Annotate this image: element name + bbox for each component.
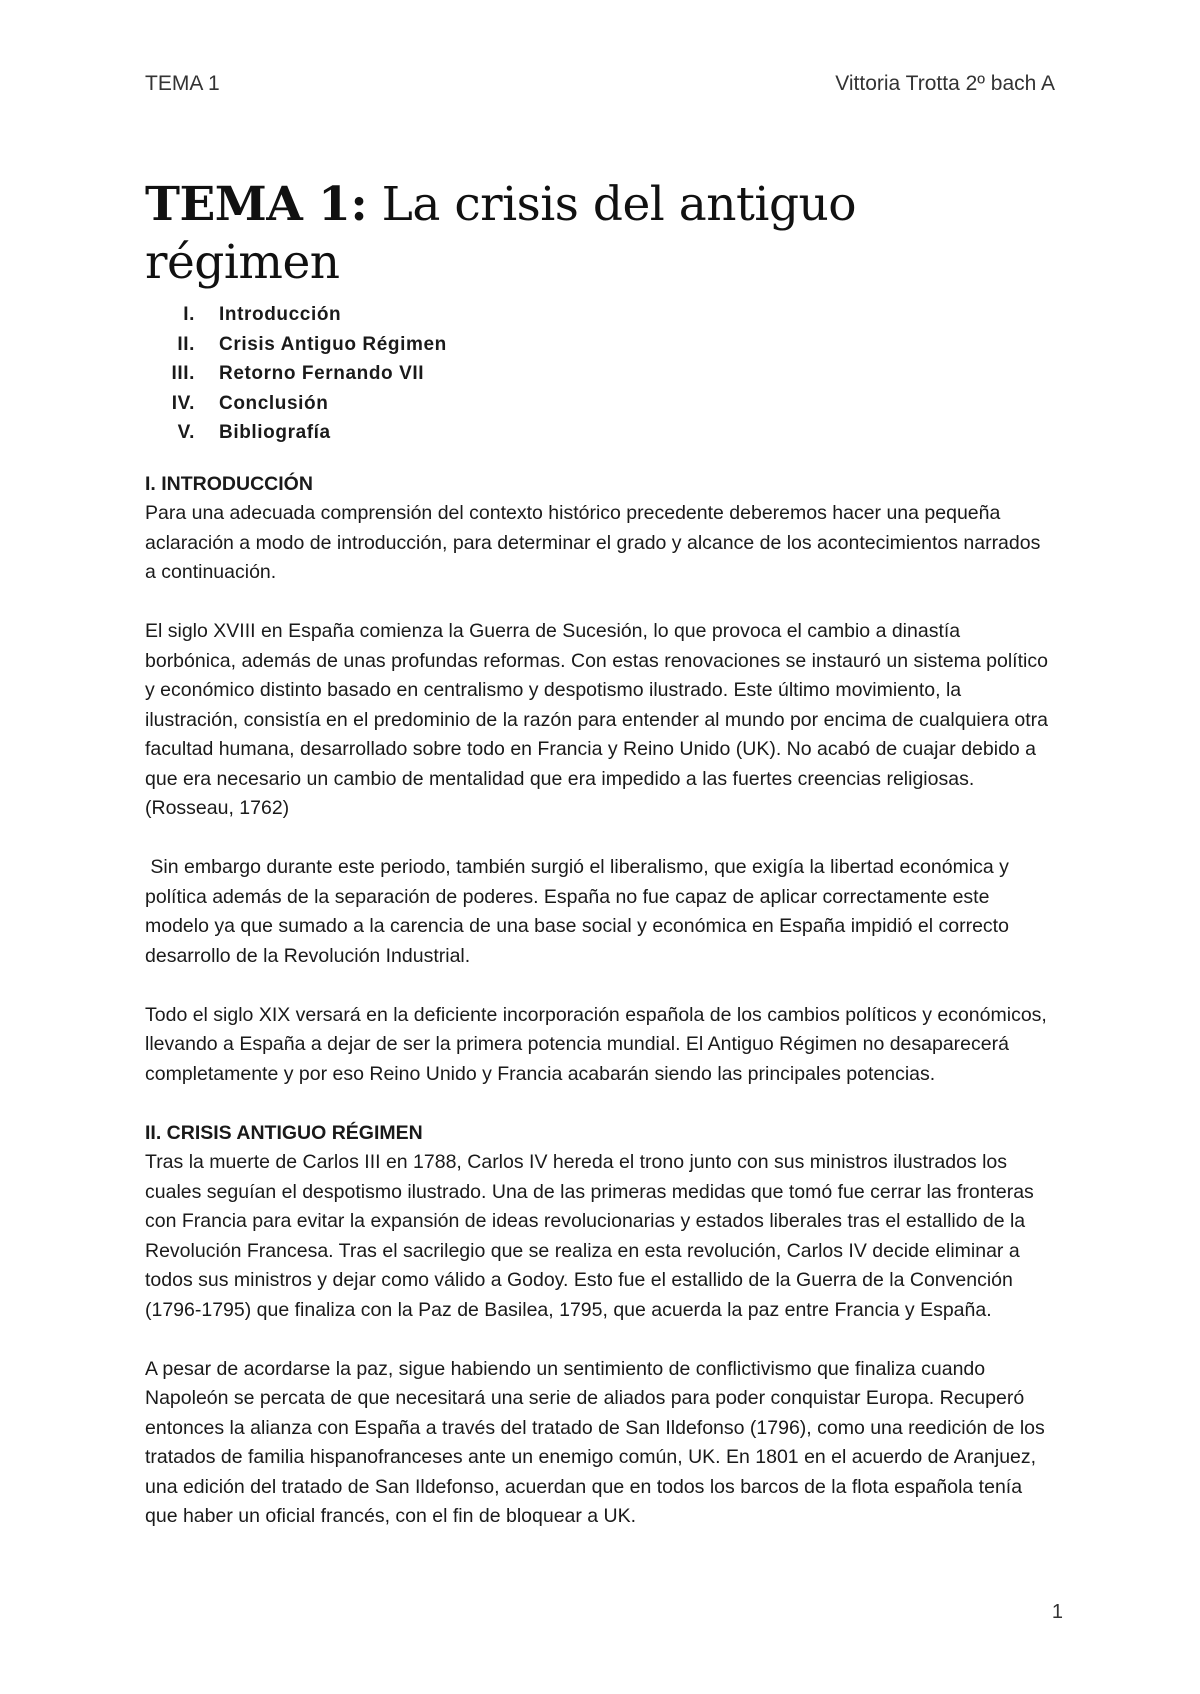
paragraph: Tras la muerte de Carlos III en 1788, Carlos IV hereda el trono junto con sus ministros ilustrados los cuales seguían el despotismo ilustrado. Una de las primeras medidas que tomó fue cerrar las fronteras con Francia para evitar la expansión de ideas revolucionarias y estados liberales tras el estallido de la Revolución Francesa. Tras el sacrilegio que se realiza en esta revolución, Carlos IV decide eliminar a todos sus ministros y dejar como válido a Godoy. Esto fue el estallido de la Guerra de la Convención (1796-1795) que finaliza con la Paz de Basilea, 1795, que acuerda la paz entre Francia y España. (145, 1151, 1034, 1321)
title-bold: TEMA 1: (145, 177, 368, 232)
toc-label: Bibliografía (219, 422, 331, 443)
toc-number: V. (177, 422, 195, 443)
page-header (145, 70, 1055, 98)
toc-number: II. (177, 333, 195, 355)
toc-item (145, 418, 1055, 448)
paragraph: El siglo XVIII en España comienza la Guerra de Sucesión, lo que provoca el cambio a dinastía borbónica, además de unas profundas reformas. Con estas renovaciones se instauró un sistema político y económico distinto basado en centralismo y despotismo ilustrado. Este último movimiento, la ilustración, consistía en el predominio de la razón para entender al mundo por encima de cualquiera otra facultad humana, desarrollado sobre todo en Francia y Reino Unido (UK). No acabó de cuajar debido a que era necesario un cambio de mentalidad que era impedido a las fuertes creencias religiosas. (Rosseau, 1762) (145, 620, 1048, 819)
title-rest: La crisis del antiguo régimen (145, 177, 857, 290)
toc-number: III. (171, 363, 195, 384)
toc-item (145, 330, 1055, 360)
header-right: Vittoria Trotta 2º bach A (835, 72, 1055, 95)
table-of-contents (145, 300, 1055, 448)
toc-label: Crisis Antiguo Régimen (219, 333, 447, 355)
toc-item (145, 389, 1055, 419)
toc-label: Conclusión (219, 392, 329, 414)
toc-label: Introducción (219, 304, 342, 325)
section-heading-crisis: II. CRISIS ANTIGUO RÉGIMEN (145, 1121, 423, 1144)
paragraph: Para una adecuada comprensión del contexto histórico precedente deberemos hacer una pequeña aclaración a modo de introducción, para determinar el grado y alcance de los acontecimientos narrados a continuación. (145, 502, 1041, 583)
paragraph: Sin embargo durante este periodo, también surgió el liberalismo, que exigía la libertad económica y política además de la separación de poderes. España no fue capaz de aplicar correctamente este modelo ya que sumado a la carencia de una base social y económica en España impidió el correcto desarrollo de la Revolución Industrial. (145, 856, 1015, 967)
toc-number: IV. (171, 392, 195, 414)
header-left: TEMA 1 (145, 72, 220, 95)
document-title (145, 176, 1055, 292)
paragraph: A pesar de acordarse la paz, sigue habiendo un sentimiento de conflictivismo que finaliza cuando Napoleón se percata de que necesitará una serie de aliados para poder conquistar Europa. Recuperó entonces la alianza con España a través del tratado de San Ildefonso (1796), como una reedición de los tratados de familia hispanofranceses ante un enemigo común, UK. En 1801 en el acuerdo de Aranjuez, una edición del tratado de San Ildefonso, acuerdan que en todos los barcos de la flota española tenía que haber un oficial francés, con el fin de bloquear a UK. (145, 1357, 1045, 1527)
toc-item (145, 300, 1055, 330)
toc-number: I. (183, 304, 195, 325)
toc-label: Retorno Fernando VII (219, 363, 425, 384)
toc-item (145, 359, 1055, 389)
paragraph: Todo el siglo XIX versará en la deficiente incorporación española de los cambios políticos y económicos, llevando a España a dejar de ser la primera potencia mundial. El Antiguo Régimen no desaparecerá completamente y por eso Reino Unido y Francia acabarán siendo las principales potencias. (145, 1003, 1047, 1085)
page-number: 1 (1051, 1601, 1063, 1623)
section-heading-introduccion: I. INTRODUCCIÓN (145, 472, 313, 495)
